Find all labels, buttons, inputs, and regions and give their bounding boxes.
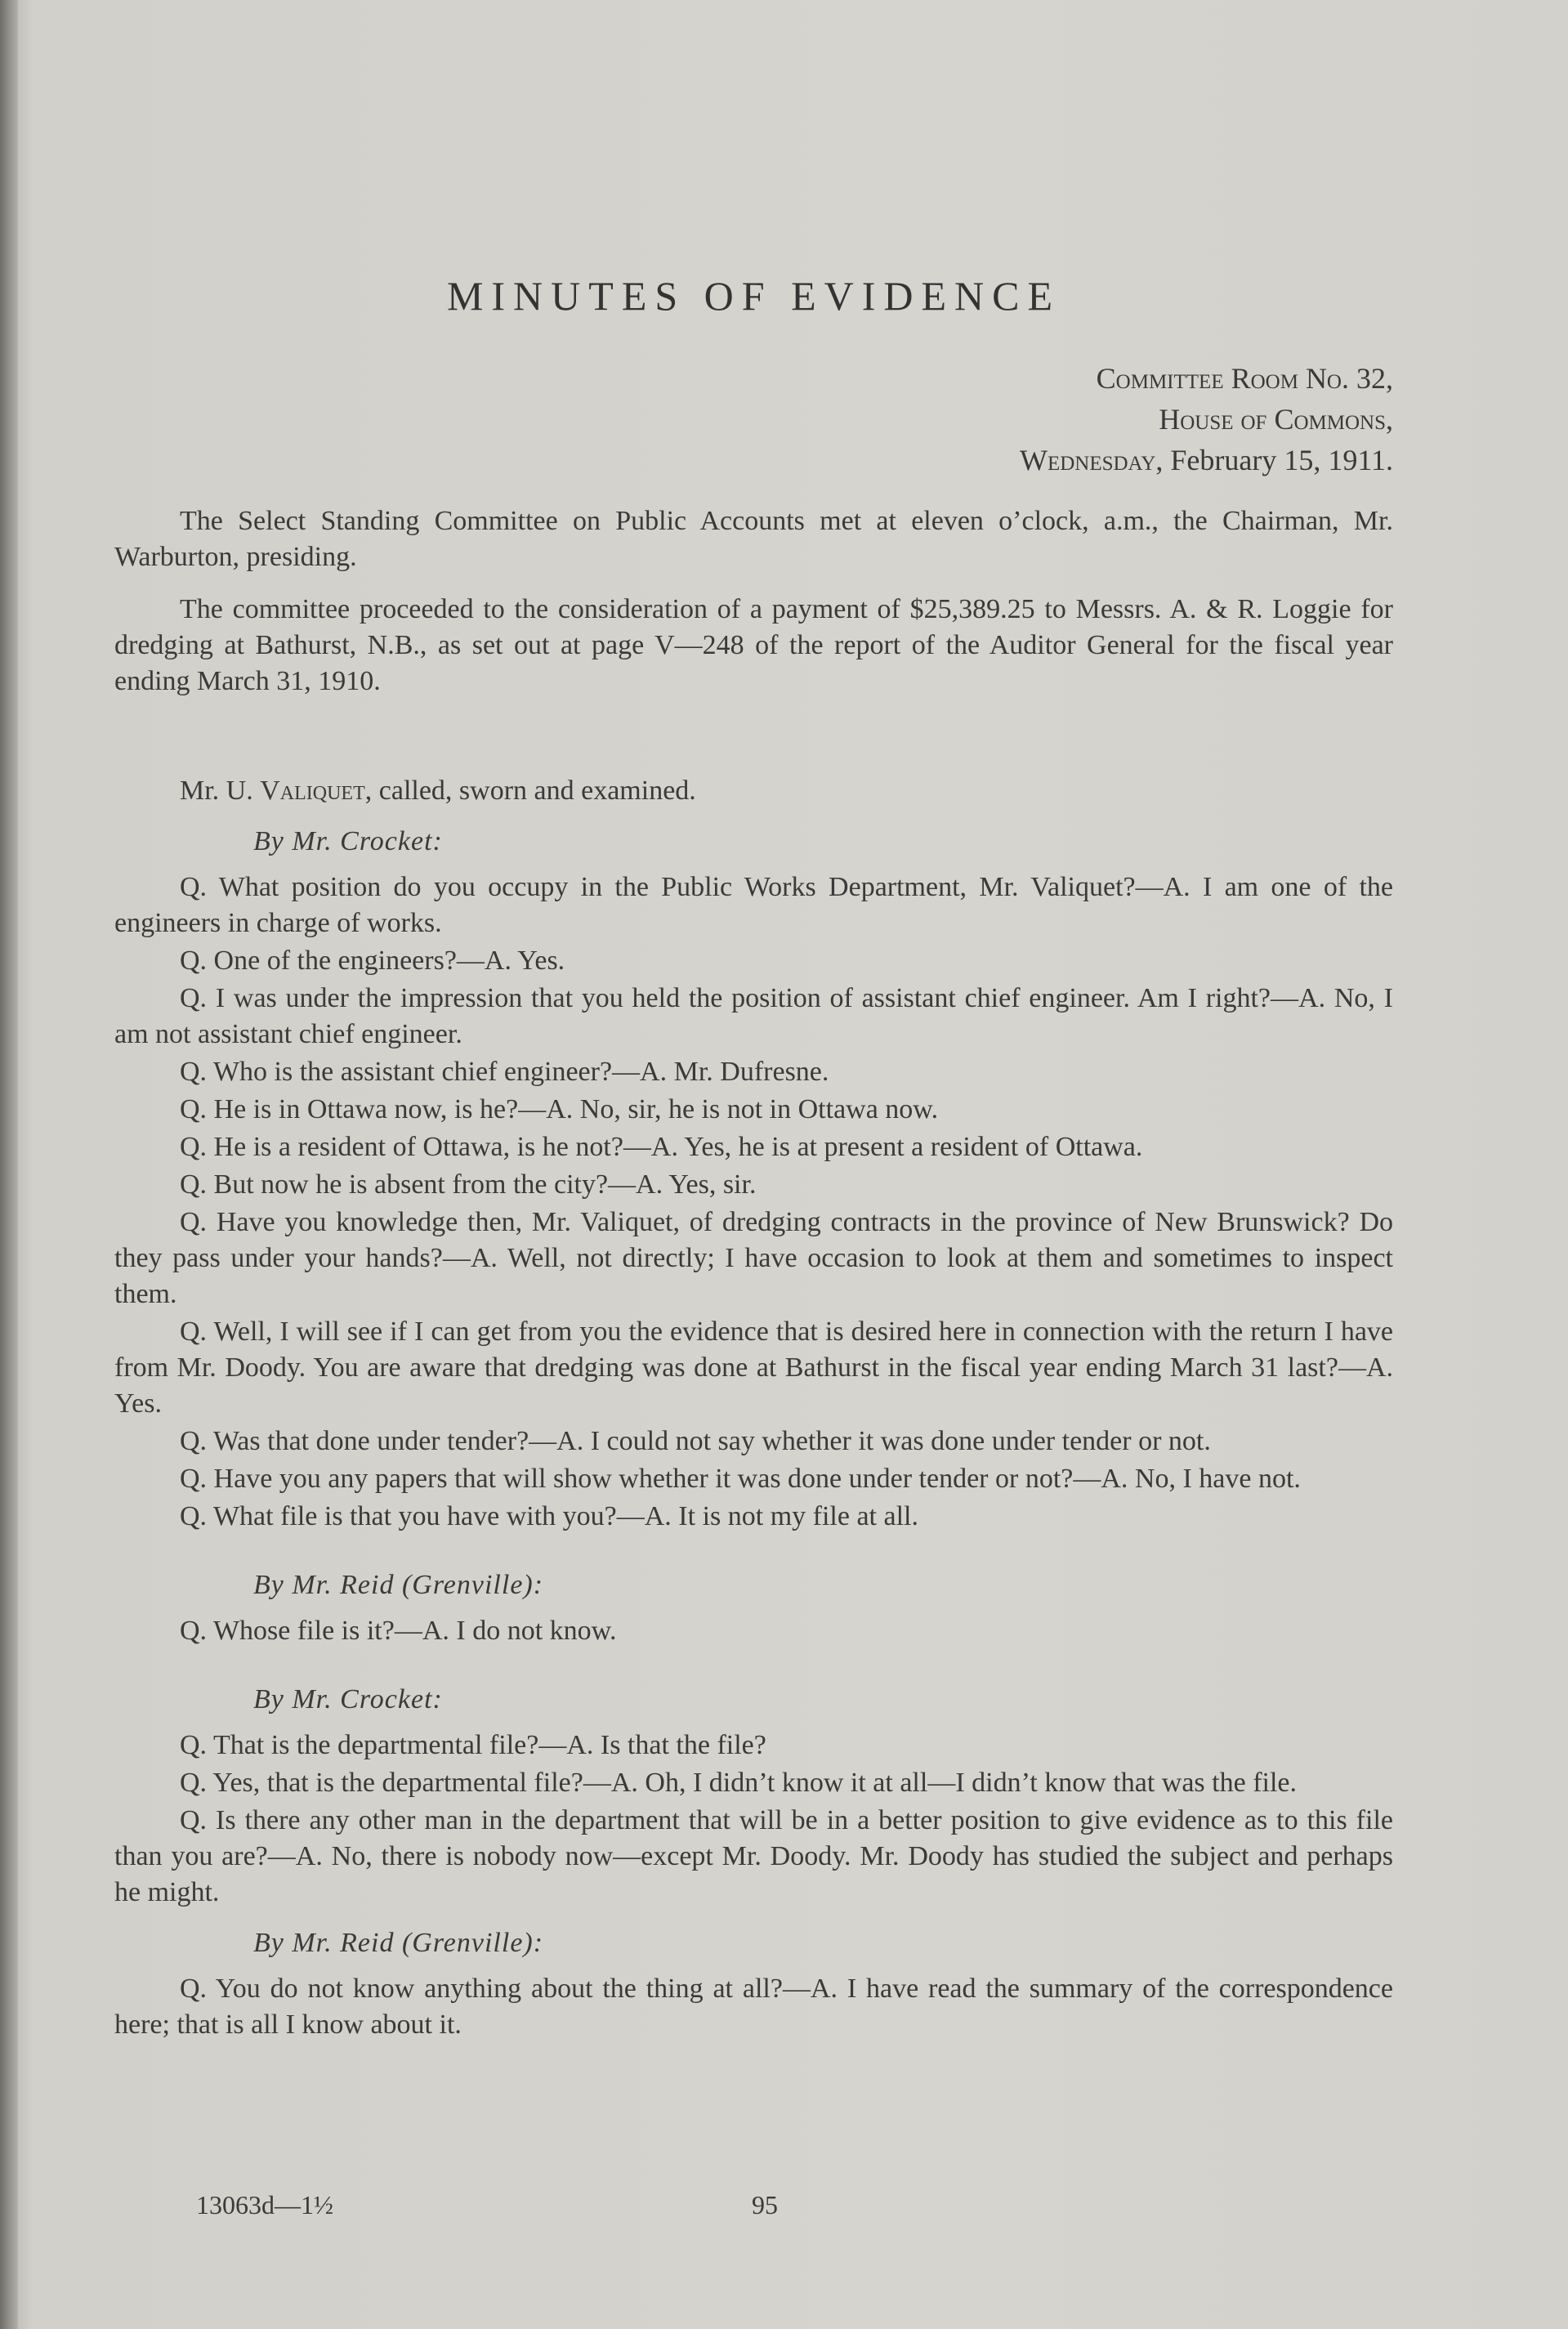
qa-item: Q. What file is that you have with you?—A. It is not my file at all. <box>180 1501 918 1531</box>
intro-paragraph-2: The committee proceeded to the consideration of a payment of $25,389.25 to Messrs. A. & R. Loggie for dredging at Bathurst, N.B., as set out at page V—248 of the report of the Auditor General for the fiscal year ending March 31, 1910. <box>114 594 1393 696</box>
examiner-heading: By Mr. Crocket: <box>253 826 443 856</box>
examiner-heading: By Mr. Reid (Grenville): <box>253 1928 544 1958</box>
qa-item: Q. Have you knowledge then, Mr. Valiquet, of dredging contracts in the province of New Brunswick? Do they pass under your hands?—A. Well, not directly; I have occasion to look at them and sometimes to inspect them. <box>114 1207 1393 1309</box>
intro-paragraph-1: The Select Standing Committee on Public Accounts met at eleven o’clock, a.m., the Chairman, Mr. Warburton, presiding. <box>114 506 1393 572</box>
meeting-date: February 15, 1911. <box>1163 444 1393 476</box>
qa-item: Q. Whose file is it?—A. I do not know. <box>180 1616 617 1646</box>
page-content <box>114 273 1393 2043</box>
qa-item: Q. Was that done under tender?—A. I could not say whether it was done under tender or not. <box>180 1426 1211 1456</box>
examination-section-4 <box>114 1925 1393 2043</box>
qa-item: Q. He is a resident of Ottawa, is he not?—A. Yes, he is at present a resident of Ottawa. <box>180 1132 1143 1162</box>
witness-suffix: called, sworn and examined. <box>372 776 696 806</box>
examination-section-2 <box>114 1567 1393 1649</box>
qa-item: Q. What position do you occupy in the Public Works Department, Mr. Valiquet?—A. I am one of the engineers in charge of works. <box>114 872 1393 938</box>
examination-section-1 <box>114 824 1393 1535</box>
book-binding-edge <box>0 0 18 2329</box>
qa-item: Q. Have you any papers that will show whether it was done under tender or not?—A. No, I have not. <box>180 1464 1301 1494</box>
qa-item: Q. But now he is absent from the city?—A. Yes, sir. <box>180 1169 757 1200</box>
examiner-heading: By Mr. Reid (Grenville): <box>253 1570 544 1600</box>
qa-item: Q. You do not know anything about the thing at all?—A. I have read the summary of the correspondence here; that is all I know about it. <box>114 1974 1393 2040</box>
qa-item: Q. Yes, that is the departmental file?—A. Oh, I didn’t know it at all—I didn’t know that was the file. <box>180 1768 1298 1798</box>
witness-line <box>114 773 1393 809</box>
meeting-day: Wednesday, <box>1019 444 1164 476</box>
location-line-room: Committee Room No. 32, <box>1096 362 1393 395</box>
examiner-heading: By Mr. Crocket: <box>253 1684 443 1714</box>
qa-item: Q. One of the engineers?—A. Yes. <box>180 945 565 976</box>
qa-item: Q. That is the departmental file?—A. Is that the file? <box>180 1730 766 1760</box>
qa-item: Q. Is there any other man in the department that will be in a better position to give evidence as to this file than you are?—A. No, there is nobody now—except Mr. Doody. Mr. Doody has studied the subject and perhaps he might. <box>114 1805 1393 1907</box>
page-number: 95 <box>752 2190 778 2219</box>
examination-section-3 <box>114 1682 1393 1911</box>
qa-item: Q. Who is the assistant chief engineer?—A. Mr. Dufresne. <box>180 1057 829 1087</box>
qa-item: Q. Well, I will see if I can get from you the evidence that is desired here in connection with the return I have from Mr. Doody. You are aware that dredging was done at Bathurst in the fiscal year ending March 31 last?—A. Yes. <box>114 1316 1393 1419</box>
printer-signature-mark: 13063d—1½ <box>196 2190 333 2219</box>
location-line-date <box>114 440 1393 481</box>
page-title: MINUTES OF EVIDENCE <box>446 273 1061 319</box>
meeting-location <box>114 358 1393 481</box>
qa-item: Q. He is in Ottawa now, is he?—A. No, sir, he is not in Ottawa now. <box>180 1094 939 1124</box>
witness-name: Valiquet, <box>260 776 373 806</box>
location-line-house: House of Commons, <box>1159 403 1393 436</box>
witness-prefix: Mr. U. <box>180 776 261 806</box>
qa-item: Q. I was under the impression that you held the position of assistant chief engineer. Am I right?—A. No, I am not assistant chief engineer. <box>114 983 1393 1049</box>
